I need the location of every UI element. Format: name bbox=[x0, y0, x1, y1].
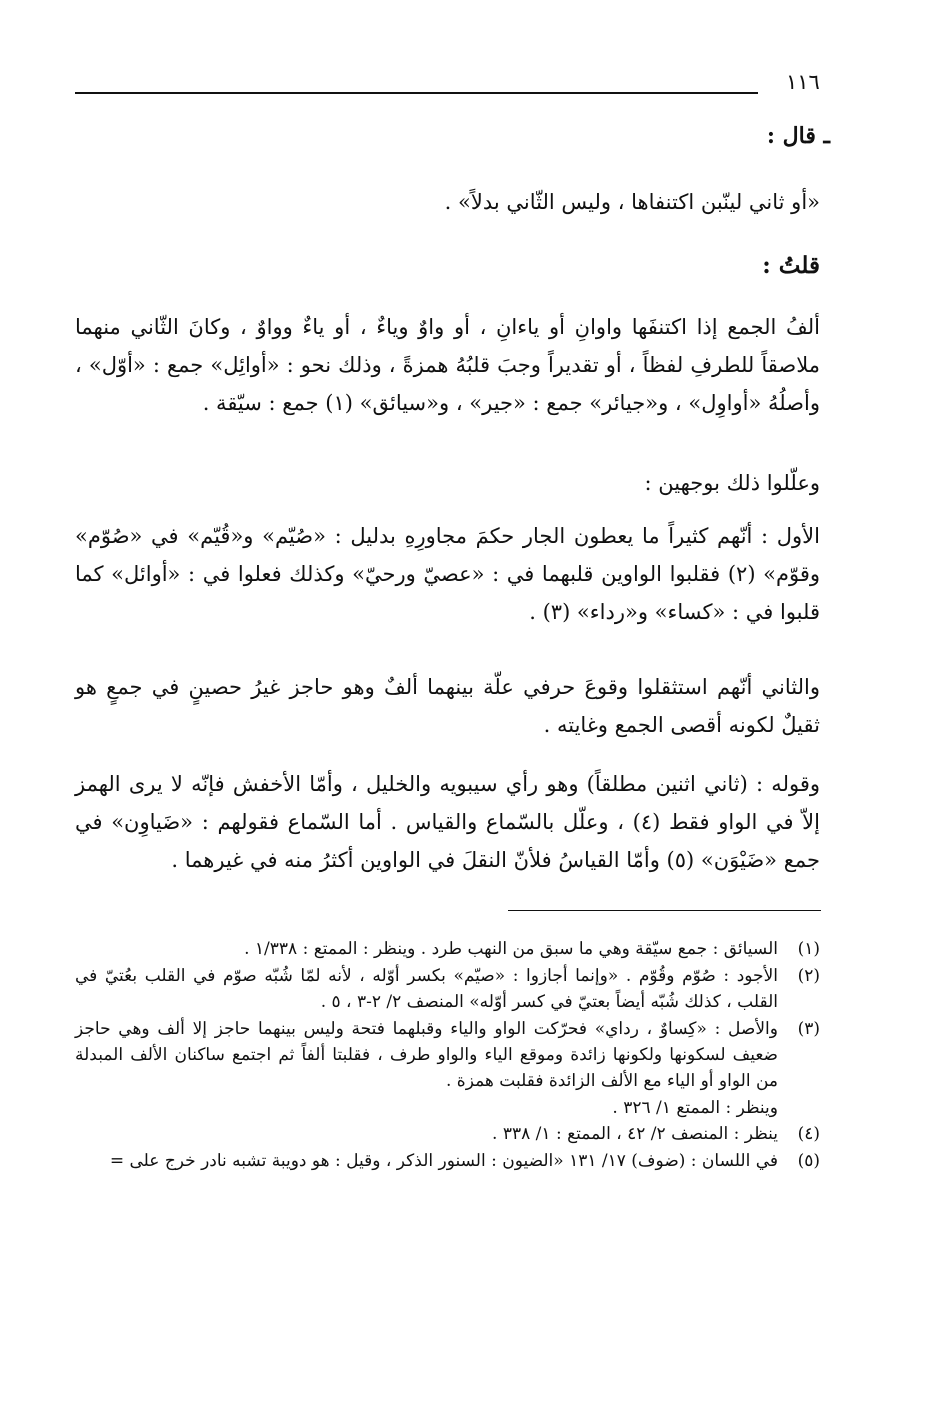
footnote bbox=[75, 1148, 820, 1174]
footnote-number: (٥) bbox=[797, 1151, 820, 1171]
paragraph-1: ألفُ الجمع إذا اكتنفَها واوانِ أو ياءانِ ، أو واوٌ وياءٌ ، أو ياءٌ وواوٌ ، وكانَ الثّاني منهما ملاصقاً للطرفِ لفظاً ، أو تقديراً وجبَ قلبُهُ همزةً ، وذلك نحو : «أوائِل» جمع : «أوّل» ، وأصلُهُ «أواوِل» ، و«جيائر» جمع : «جير» ، و«سيائق» (١) جمع : سيّقة . bbox=[75, 315, 820, 415]
paragraph-3: الأول : أنّهم كثيراً ما يعطون الجار حكمَ مجاورِهِ بدليل : «صُيّم» و«قُيّم» في «صُوّم» وقوّم» (٢) فقلبوا الواوين قلبهما في : «عصيّ ورحيّ» وكذلك فعلوا في : «أوائل» كما قلبوا في : «كساء» و«رداء» (٣) . bbox=[75, 524, 820, 624]
footnote-text: ينظر : المنصف ٢/ ٤٢ ، الممتع : ١/ ٣٣٨ . bbox=[492, 1124, 778, 1144]
footnotes bbox=[75, 936, 820, 1175]
footnote-number: (٢) bbox=[797, 966, 820, 986]
paragraph-4: والثاني أنّهم استثقلوا وقوعَ حرفي علّة بينهما ألفٌ وهو حاجز غيرُ حصينٍ في جمعٍ هو ثقيلٌ لكونه أقصى الجمع وغايته . bbox=[75, 675, 820, 737]
footnote bbox=[75, 936, 820, 962]
footnote bbox=[75, 1016, 820, 1094]
paragraph-2: وعلّلوا ذلك بوجهين : bbox=[644, 471, 820, 495]
footnote-continuation: وينظر : الممتع ١/ ٣٢٦ . bbox=[612, 1098, 778, 1118]
page-number: ١١٦ bbox=[786, 70, 820, 94]
quote-text: «أو ثاني لينّبن اكتنفاها ، وليس الثّاني بدلاً» . bbox=[444, 190, 820, 214]
footnote-number: (٤) bbox=[797, 1124, 820, 1144]
footnote-text: الأجود : صُوّم وقُوّم . «وإنما أجازوا : «صيّم» بكسر أوّله ، لأنه لمّا شُبّه صوّم في القلب بعُتيّ في القلب ، كذلك شُبّه أيضاً بعتيّ في كسر أوّله» المنصف ٢/ ٢-٣ ، ٥ . bbox=[75, 966, 778, 1012]
qult-heading: قلتُ : bbox=[762, 252, 820, 279]
footnote-number: (٣) bbox=[797, 1019, 820, 1039]
qal-heading: ـ قال : bbox=[766, 123, 830, 149]
footnote bbox=[75, 1121, 820, 1147]
footnote-rule bbox=[508, 910, 821, 911]
paragraph-5: وقوله : (ثاني اثنين مطلقاً) وهو رأي سيبويه والخليل ، وأمّا الأخفش فإنّه لا يرى الهمز إلاّ في الواو فقط (٤) ، وعلّل بالسّماع والقياس . أما السّماع فقولهم : «ضَياوِن» في جمع «ضَيْوَن» (٥) وأمّا القياسُ فلأنّ النقلَ في الواوين أكثرُ منه في غيرهما . bbox=[75, 772, 820, 872]
footnote-text: والأصل : «كِساوٌ ، رداي» فحرّكت الواو والياء وقبلهما فتحة وليس بينهما حاجز إلا ألف وهي حاجز ضعيف لسكونها ولكونها زائدة وموقع الياء والواو طرف ، فقلبتا ألفاً ثم اجتمع ساكنان الألف المبدلة من الواو أو الياء مع الألف الزائدة فقلبت همزة . bbox=[75, 1019, 778, 1091]
footnote-text: السيائق : جمع سيّقة وهي ما سبق من النهب طرد . وينظر : الممتع : ١/٣٣٨ . bbox=[244, 939, 778, 959]
footnote bbox=[75, 963, 820, 1015]
footnote-number: (١) bbox=[797, 939, 820, 959]
footnote-text: في اللسان : (ضوف) ١٧/ ١٣١ «الضيون : السنور الذكر ، وقيل : هو دويبة تشبه نادر خرج على = bbox=[109, 1151, 778, 1171]
header-rule bbox=[75, 92, 758, 94]
